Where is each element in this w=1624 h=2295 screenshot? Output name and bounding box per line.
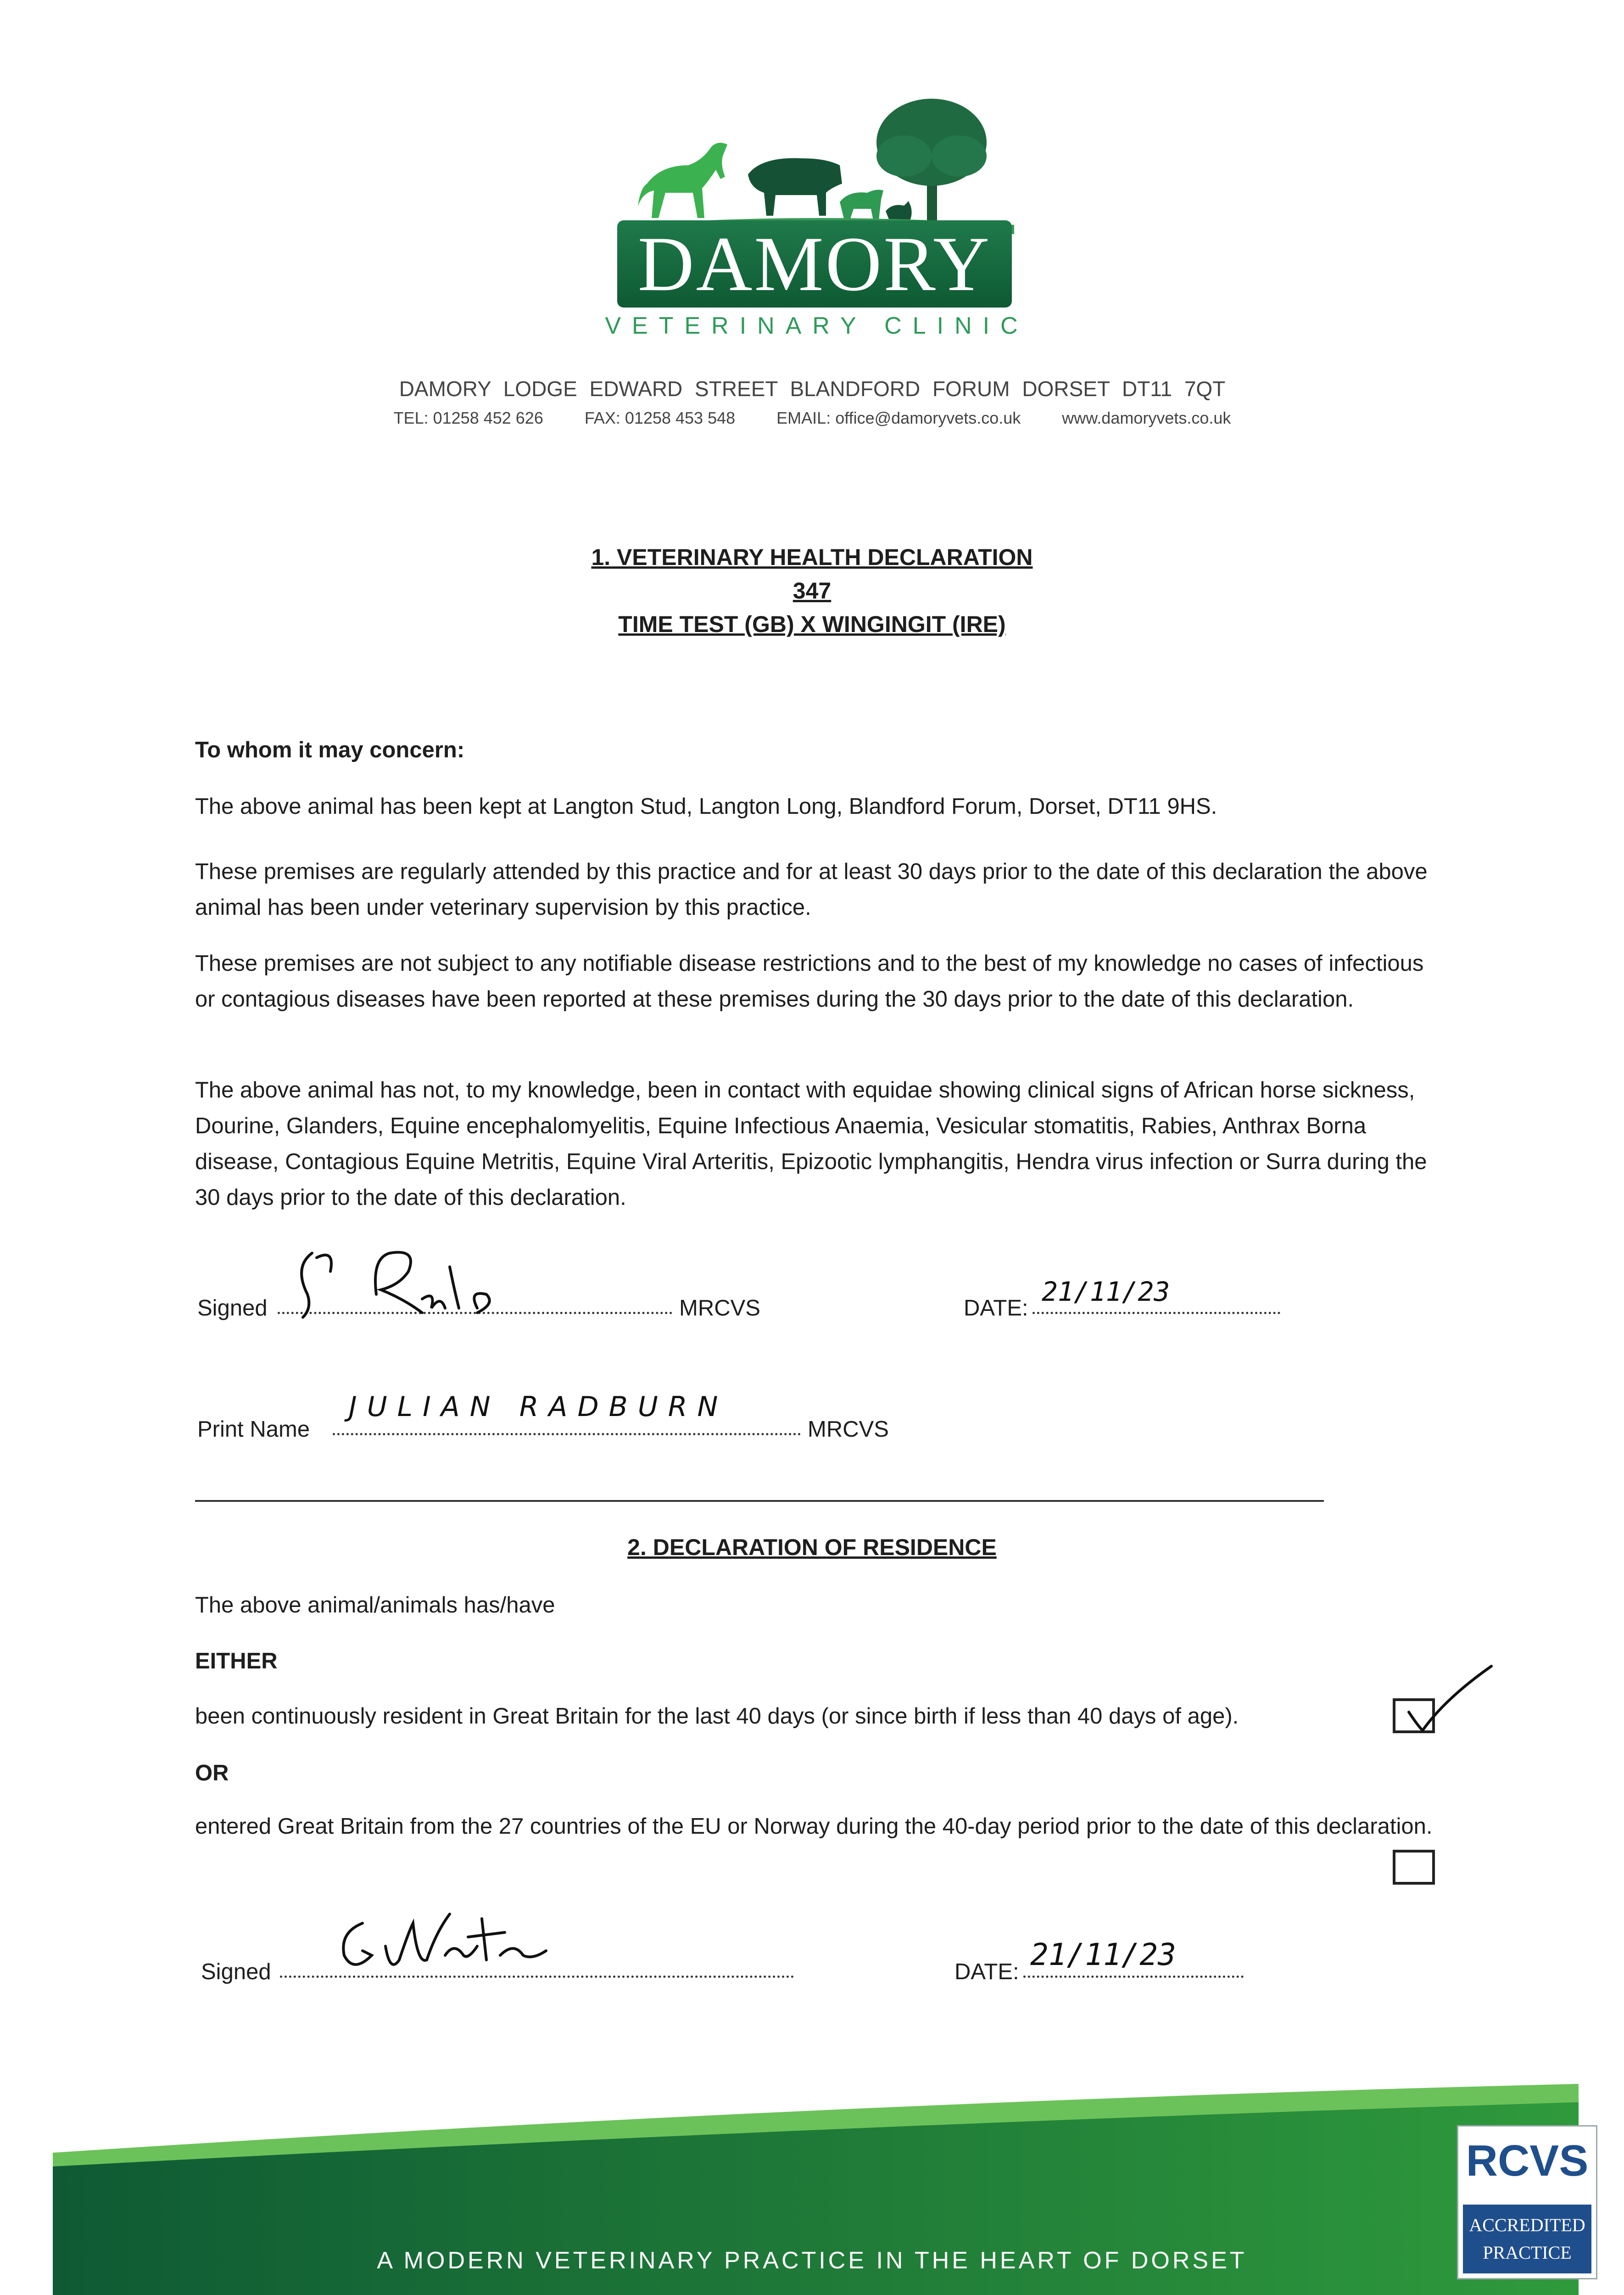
print-name-suffix: MRCVS bbox=[808, 1417, 889, 1442]
residence-title: 2. DECLARATION OF RESIDENCE bbox=[627, 1534, 997, 1560]
declaration-number: 347 bbox=[792, 578, 832, 604]
clinic-tel: TEL: 01258 452 626 bbox=[393, 409, 543, 427]
residence-signature-icon bbox=[330, 1905, 569, 1987]
damory-logo-animals-icon bbox=[610, 96, 1023, 234]
brand-name: DAMORY bbox=[637, 221, 992, 307]
signed-suffix: MRCVS bbox=[679, 1296, 760, 1321]
brand-banner bbox=[617, 220, 1012, 308]
residence-date-label: DATE: bbox=[954, 1959, 1019, 1984]
residence-date-line[interactable] bbox=[1023, 1976, 1244, 1978]
or-label: OR bbox=[195, 1761, 229, 1786]
paragraph-restrictions: These premises are not subject to any notifiable disease restrictions and to the best of my knowledge no cases of infectious or contagious diseases have been reported at these premises during the 30 days prior to the date of this declaration. bbox=[195, 951, 1424, 1012]
paragraph-supervision: These premises are regularly attended by this practice and for at least 30 days prior to the date of this declaration the above animal has been under veterinary supervision by this practice. bbox=[195, 859, 1428, 920]
signed-label: Signed bbox=[197, 1296, 268, 1321]
print-name-value: JULIAN RADBURN bbox=[349, 1391, 728, 1423]
clinic-website[interactable]: www.damoryvets.co.uk bbox=[1062, 409, 1231, 427]
salutation: To whom it may concern: bbox=[195, 738, 465, 762]
section-divider bbox=[195, 1500, 1324, 1502]
option-entered: entered Great Britain from the 27 countries of the EU or Norway during the 40-day period prior to the date of this declaration. bbox=[195, 1814, 1433, 1839]
option-resident: been continuously resident in Great Britain for the last 40 days (or since birth if less than 40 days of age). bbox=[195, 1704, 1239, 1729]
rcvs-title: RCVS bbox=[1466, 2136, 1589, 2185]
entered-checkbox[interactable] bbox=[1393, 1850, 1435, 1885]
date-value: 21/11/23 bbox=[1042, 1276, 1170, 1307]
rcvs-line2: PRACTICE bbox=[1483, 2242, 1572, 2263]
animal-name: TIME TEST (GB) X WINGINGIT (IRE) bbox=[618, 611, 1006, 637]
rcvs-badge bbox=[1457, 2125, 1597, 2279]
clinic-address: DAMORY LODGE EDWARD STREET BLANDFORD FORUM DORSET DT11 7QT bbox=[399, 377, 1226, 401]
rcvs-line1: ACCREDITED bbox=[1469, 2215, 1585, 2235]
residence-date-value: 21/11/23 bbox=[1030, 1937, 1176, 1972]
brand-subtitle: VETERINARY CLINIC bbox=[605, 313, 1029, 339]
date-line[interactable] bbox=[1032, 1312, 1280, 1314]
footer-slogan: A MODERN VETERINARY PRACTICE IN THE HEART OF DORSET bbox=[377, 2247, 1247, 2274]
date-label: DATE: bbox=[964, 1296, 1028, 1321]
vet-signature-icon bbox=[285, 1239, 523, 1327]
declaration-title: 1. VETERINARY HEALTH DECLARATION bbox=[591, 544, 1033, 570]
clinic-email[interactable]: EMAIL: office@damoryvets.co.uk bbox=[776, 409, 1021, 427]
either-label: EITHER bbox=[195, 1649, 278, 1674]
residence-signed-label: Signed bbox=[201, 1959, 271, 1984]
print-name-label: Print Name bbox=[197, 1417, 310, 1442]
checkmark-icon bbox=[1395, 1662, 1496, 1735]
paragraph-premises: The above animal has been kept at Langton Stud, Langton Long, Blandford Forum, Dorset, DT11 9HS. bbox=[195, 794, 1217, 819]
rcvs-accredited bbox=[1463, 2205, 1591, 2273]
paragraph-contact: The above animal has not, to my knowledge, been in contact with equidae showing clinical signs of African horse sickness, Dourine, Glanders, Equine encephalomyelitis, Equine Infectious Anaemia, Vesicular stomatitis, Rabies, Anthrax Borna disease, Contagious Equine Metritis, Equine Viral Arteritis, Epizootic lymphangitis, Hendra virus infection or Surra during the 30 days prior to the date of this declaration. bbox=[195, 1078, 1427, 1210]
clinic-fax: FAX: 01258 453 548 bbox=[584, 409, 736, 427]
print-name-line[interactable] bbox=[333, 1433, 801, 1435]
residence-intro: The above animal/animals has/have bbox=[195, 1593, 555, 1618]
clinic-contacts bbox=[275, 409, 1349, 428]
